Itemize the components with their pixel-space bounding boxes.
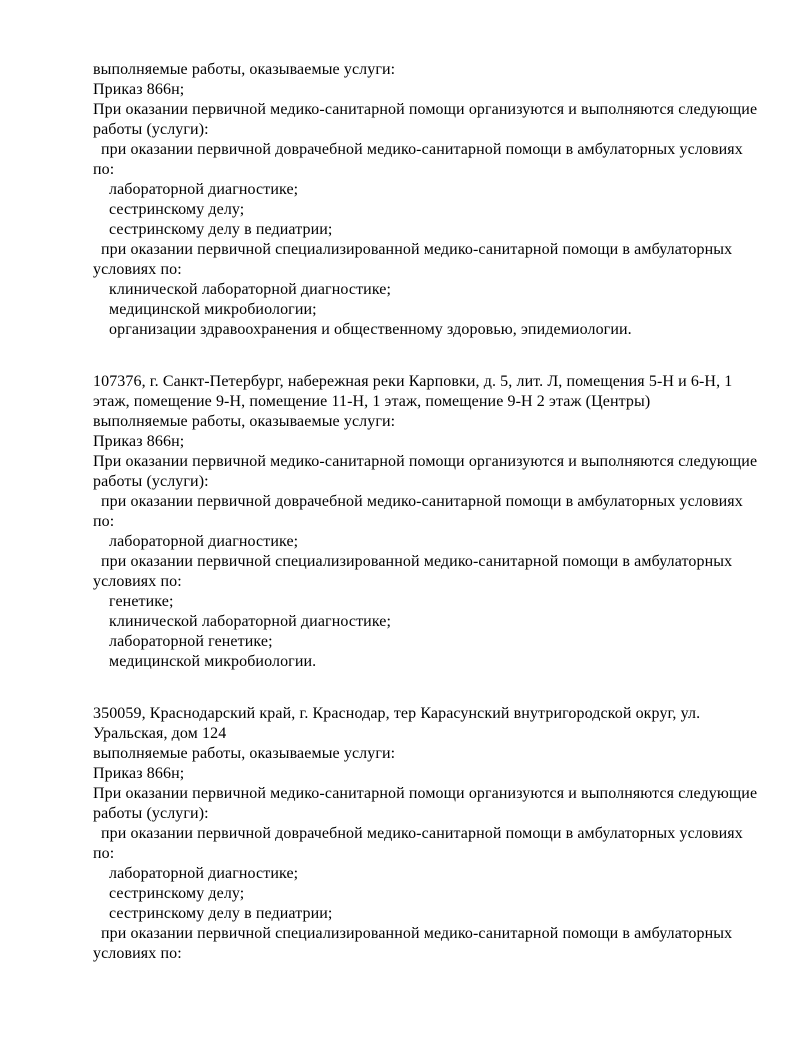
text-line: этаж, помещение 9-Н, помещение 11-Н, 1 этаж, помещение 9-Н 2 этаж (Центры) (93, 393, 651, 410)
text-line: выполняемые работы, оказываемые услуги: (93, 745, 396, 762)
text-line: условиях по: (93, 945, 182, 962)
text-line: медицинской микробиологии; (109, 301, 317, 318)
text-line: работы (услуги): (93, 473, 209, 490)
text-line: по: (93, 513, 115, 530)
text-line: условиях по: (93, 261, 182, 278)
text-line: при оказании первичной доврачебной медико-санитарной помощи в амбулаторных условиях (101, 493, 743, 510)
text-line: 350059, Краснодарский край, г. Краснодар, тер Карасунский внутригородской округ, ул. (93, 705, 701, 722)
text-line: 107376, г. Санкт-Петербург, набережная реки Карповки, д. 5, лит. Л, помещения 5-Н и 6-Н, 1 (93, 373, 733, 390)
document-page (93, 60, 758, 964)
text-line: лабораторной диагностике; (109, 865, 299, 882)
text-line: Приказ 866н; (93, 433, 185, 450)
text-line: сестринскому делу; (109, 201, 245, 218)
text-line: условиях по: (93, 573, 182, 590)
text-line: сестринскому делу в педиатрии; (109, 905, 333, 922)
license-section (93, 372, 758, 672)
text-line: по: (93, 161, 115, 178)
text-line: работы (услуги): (93, 805, 209, 822)
text-line: выполняемые работы, оказываемые услуги: (93, 61, 396, 78)
text-line: Приказ 866н; (93, 81, 185, 98)
text-line: Уральская, дом 124 (93, 725, 227, 742)
text-line: лабораторной диагностике; (109, 181, 299, 198)
license-section (93, 60, 758, 340)
text-line: организации здравоохранения и общественному здоровью, эпидемиологии. (109, 321, 632, 338)
text-line: генетике; (109, 593, 174, 610)
text-line: сестринскому делу в педиатрии; (109, 221, 333, 238)
text-line: при оказании первичной специализированной медико-санитарной помощи в амбулаторных (101, 241, 733, 258)
text-line: при оказании первичной доврачебной медико-санитарной помощи в амбулаторных условиях (101, 825, 743, 842)
text-line: при оказании первичной специализированной медико-санитарной помощи в амбулаторных (101, 925, 733, 942)
text-line: при оказании первичной доврачебной медико-санитарной помощи в амбулаторных условиях (101, 141, 743, 158)
text-line: При оказании первичной медико-санитарной помощи организуются и выполняются следующие (93, 453, 758, 470)
text-line: при оказании первичной специализированной медико-санитарной помощи в амбулаторных (101, 553, 733, 570)
text-line: Приказ 866н; (93, 765, 185, 782)
text-line: лабораторной генетике; (109, 633, 273, 650)
text-line: клинической лабораторной диагностике; (109, 281, 392, 298)
text-line: выполняемые работы, оказываемые услуги: (93, 413, 396, 430)
text-line: медицинской микробиологии. (109, 653, 317, 670)
text-line: клинической лабораторной диагностике; (109, 613, 392, 630)
text-line: работы (услуги): (93, 121, 209, 138)
license-section (93, 704, 758, 964)
text-line: При оказании первичной медико-санитарной помощи организуются и выполняются следующие (93, 785, 758, 802)
text-line: по: (93, 845, 115, 862)
text-line: лабораторной диагностике; (109, 533, 299, 550)
text-line: При оказании первичной медико-санитарной помощи организуются и выполняются следующие (93, 101, 758, 118)
text-line: сестринскому делу; (109, 885, 245, 902)
